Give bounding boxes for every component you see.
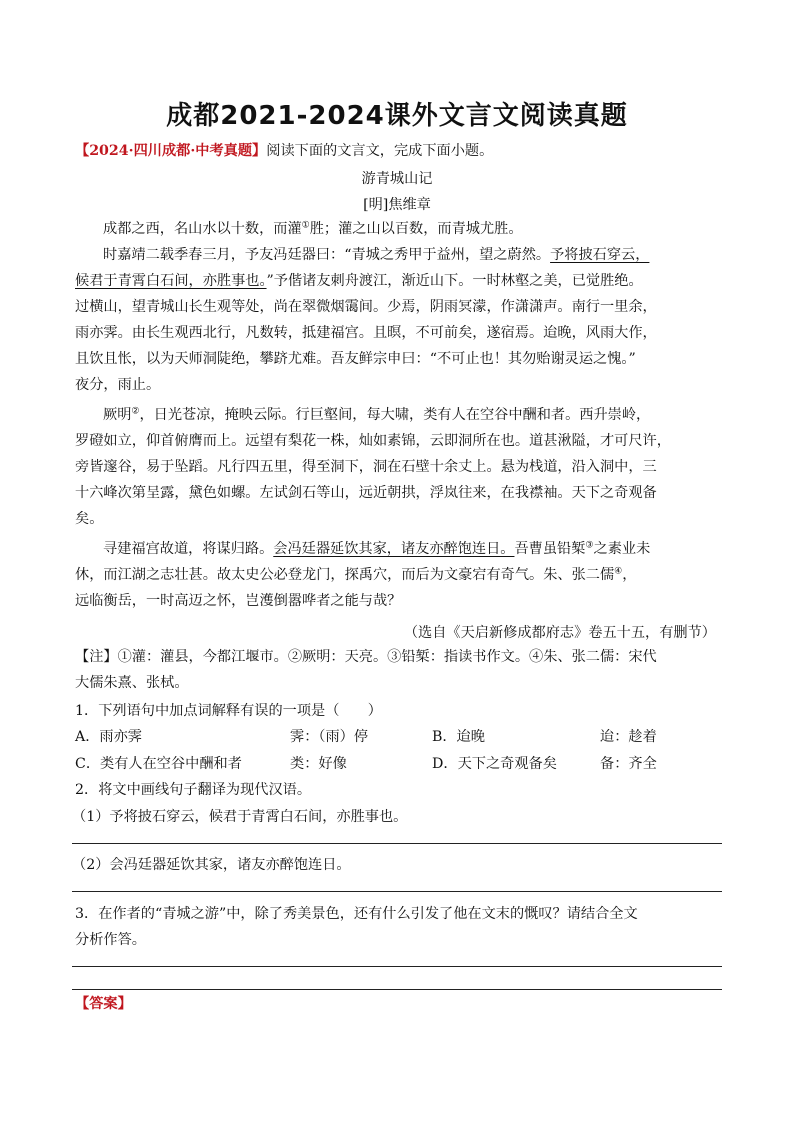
passage-source: （选自《天启新修成都府志》卷五十五，有删节） — [403, 625, 716, 641]
underlined-sentence-1b: 候君于青霄白石间，亦胜事也。 — [75, 273, 267, 289]
answer-line-1 — [72, 843, 722, 844]
question-3-line-2: 分析作答。 — [75, 932, 146, 948]
question-2-stem: 2．将文中画线句子翻译为现代汉语。 — [75, 782, 312, 798]
paragraph-3-line-4: 十六峰次第呈露，黛色如螺。左试剑石等山，远近朝拱，浮岚往来，在我襟袖。天下之奇观备 — [75, 485, 657, 501]
paragraph-3-line-2: 罗磴如立，仰首俯膺而上。远望有梨花一株，灿如素锦，云即洞所在也。道甚湫隘，才可尺许， — [75, 433, 671, 449]
option-c-text: C．类有人在空谷中酬和者 — [75, 756, 242, 772]
notes-line-1: 【注】①灌：灌县，今都江堰市。②厥明：天亮。③铅椠：指读书作文。④朱、张二儒：宋代 — [75, 649, 657, 665]
option-d-explanation: 备：齐全 — [600, 756, 657, 772]
instruction-text: 阅读下面的文言文，完成下面小题。 — [266, 143, 494, 159]
paragraph-2-line-2: 候君于青霄白石间，亦胜事也。”予偕诸友刺舟渡江，渐近山下。一时林壑之美，已觉胜绝。 — [75, 273, 643, 289]
underlined-sentence-2: 会冯廷器延饮其家，诸友亦醉饱连日。 — [273, 541, 515, 557]
paragraph-4-line-3: 远临衡岳，一时高迈之怀，岂濩倒嚣哗者之能与哉？ — [75, 593, 402, 609]
paragraph-2-line-6: 夜分，雨止。 — [75, 377, 161, 393]
paragraph-2-line-3: 过横山，望青城山长生观等处，尚在翠微烟霭间。少焉，阴雨冥濛，作潇潇声。南行一里余， — [75, 299, 657, 315]
note-marker-1: ① — [301, 220, 310, 231]
option-a-text: A．雨亦霁 — [75, 729, 142, 745]
answer-line-3 — [72, 966, 722, 967]
answer-line-4 — [72, 989, 722, 990]
passage-title: 游青城山记 — [361, 171, 433, 187]
notes-line-2: 大儒朱熹、张栻。 — [75, 675, 189, 691]
question-intro — [75, 142, 493, 160]
question-2-sentence-1: （1）予将披石穿云，候君于青霄白石间，亦胜事也。 — [72, 809, 408, 825]
option-a-explanation: 霁：（雨）停 — [290, 729, 369, 745]
paragraph-4-line-2: 休，而江湖之志壮甚。故太史公必登龙门，探禹穴，而后为文豪宕有奇气。朱、张二儒④， — [75, 566, 637, 583]
option-c-explanation: 类：好像 — [290, 756, 347, 772]
note-marker-2: ② — [131, 406, 140, 417]
note-marker-4: ④ — [614, 566, 623, 577]
underlined-sentence-1a: 予将披石穿云， — [550, 247, 650, 263]
paragraph-2-line-1: 时嘉靖二载季春三月，予友冯廷器曰：“青城之秀甲于益州，望之蔚然。予将披石穿云， — [103, 247, 650, 263]
answer-label: 【答案】 — [75, 996, 132, 1012]
paragraph-3-line-5: 矣。 — [75, 511, 104, 527]
passage-author: [明]焦维章 — [363, 197, 431, 213]
paragraph-2-line-4: 雨亦霁。由长生观西北行，凡数转，抵建福宫。且暝，不可前矣，遂宿焉。迨晚，风雨大作， — [75, 325, 657, 341]
option-b-text: B．迨晚 — [432, 729, 485, 745]
paragraph-2-line-5: 且饮且怅，以为天师洞陡绝，攀跻尤难。吾友鲜宗申曰：“不可止也！其勿贻谢灵运之愧。” — [75, 351, 636, 367]
option-d-text: D．天下之奇观备矣 — [432, 756, 557, 772]
paragraph-3-line-3: 旁皆邃谷，易于坠蹈。凡行四五里，得至洞下，洞在石壁十余丈上。悬为栈道，沿入洞中，三 — [75, 459, 657, 475]
paragraph-3-line-1: 厥明②，日光苍凉，掩映云际。行巨壑间，每大啸，类有人在空谷中酬和者。西升崇岭， — [103, 406, 651, 423]
option-b-explanation: 迨：趁着 — [600, 729, 657, 745]
note-marker-3: ③ — [585, 540, 594, 551]
answer-line-2 — [72, 891, 722, 892]
question-3-line-1: 3．在作者的“青城之游”中，除了秀美景色，还有什么引发了他在文末的慨叹？请结合全文 — [75, 906, 638, 922]
paragraph-1: 成都之西，名山水以十数，而灌①胜；灌之山以百数，而青城尤胜。 — [103, 220, 523, 237]
page-title: 成都2021-2024课外文言文阅读真题 — [166, 101, 628, 131]
question-2-sentence-2: （2）会冯廷器延饮其家，诸友亦醉饱连日。 — [72, 857, 351, 873]
paragraph-4-line-1: 寻建福宫故道，将谋归路。会冯廷器延饮其家，诸友亦醉饱连日。吾曹虽铅椠③之素业未 — [103, 540, 651, 557]
question-1-stem: 1．下列语句中加点词解释有误的一项是（ ） — [75, 703, 382, 719]
source-tag: 【2024·四川成都·中考真题】 — [75, 143, 267, 159]
